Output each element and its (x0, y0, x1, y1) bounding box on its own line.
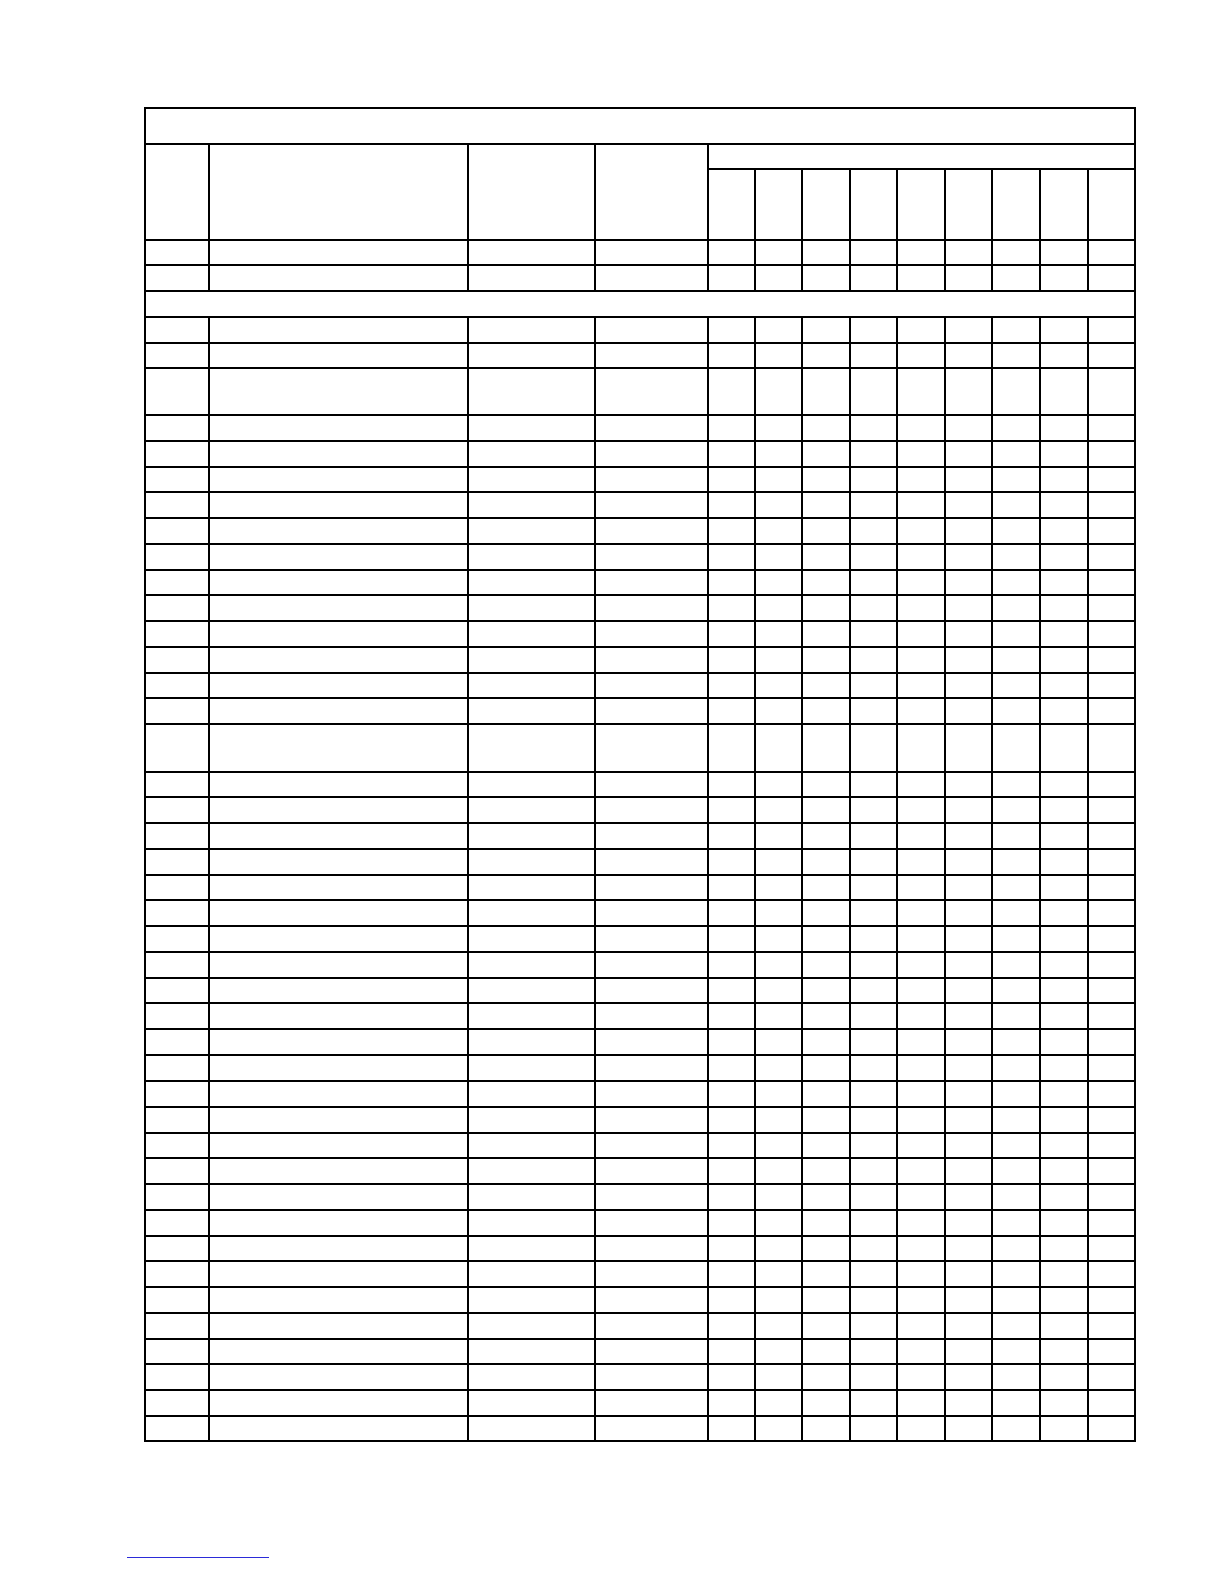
footer-link[interactable] (127, 1557, 269, 1558)
table-border (145, 108, 1135, 1441)
table-grid (145, 108, 1135, 1441)
